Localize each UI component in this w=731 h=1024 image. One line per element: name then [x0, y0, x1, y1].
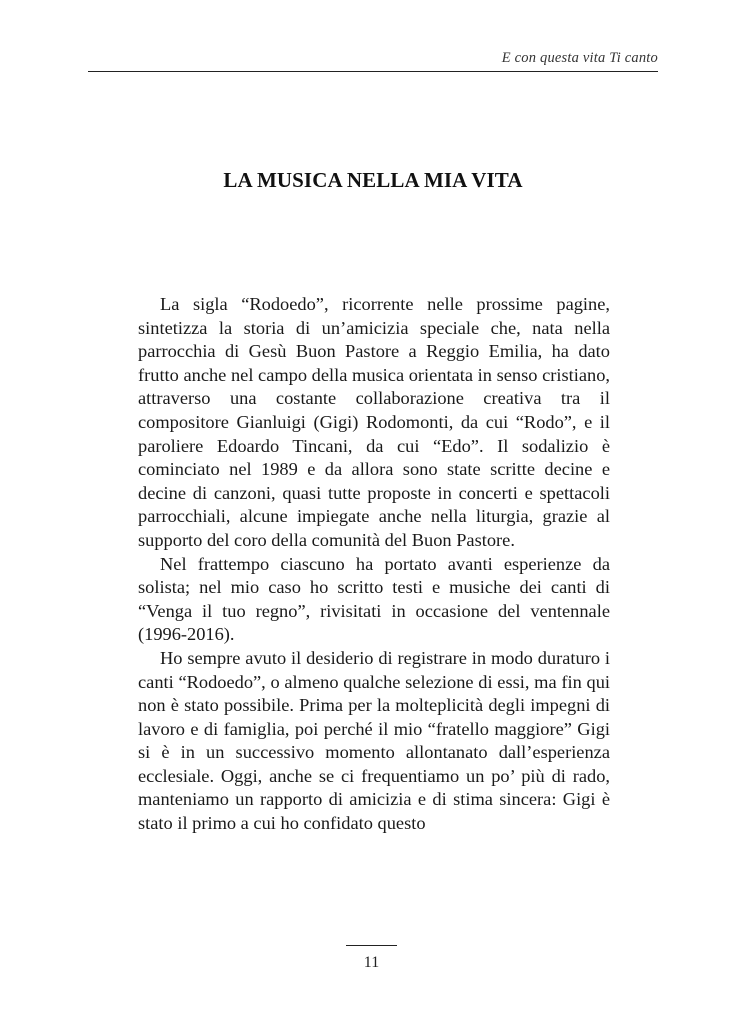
paragraph: Nel frattempo ciascuno ha portato avanti esperienze da solista; nel mio caso ho scritto testi e musiche dei canti di “Venga il tuo regno”, rivisitati in occasione del ventennale (1996-2016).	[138, 553, 610, 645]
paragraph: La sigla “Rodoedo”, ricorrente nelle prossime pagine, sintetizza la storia di un’amicizia speciale che, nata nella parrocchia di Gesù Buon Pastore a Reggio Emilia, ha dato frutto anche nel campo della musica orientata in senso cristiano, attraverso una costante collaborazione creativa tra il compositore Gianluigi (Gigi) Rodomonti, da cui “Rodo”, e il paroliere Edoardo Tincani, da cui “Edo”. Il sodalizio è cominciato nel 1989 e da allora sono state scritte decine e decine di canzoni, quasi tutte proposte in concerti e spettacoli parrocchiali, alcune impiegate anche nella liturgia, grazie al supporto del coro della comunità del Buon Pastore.	[138, 294, 610, 550]
footer-rule	[346, 945, 397, 946]
page-number: 11	[363, 954, 380, 971]
chapter-title: LA MUSICA NELLA MIA VITA	[223, 168, 523, 192]
body-text	[138, 293, 610, 836]
running-head: E con questa vita Ti canto	[501, 50, 658, 66]
header-rule	[88, 71, 658, 72]
paragraph: Ho sempre avuto il desiderio di registrare in modo duraturo i canti “Rodoedo”, o almeno qualche selezione di essi, ma fin qui non è stato possibile. Prima per la molteplicità degli impegni di lavoro e di famiglia, poi perché il mio “fratello maggiore” Gigi si è in un successivo momento allontanato dall’esperienza ecclesiale. Oggi, anche se ci frequentiamo un po’ più di rado, manteniamo un rapporto di amicizia e di stima sincera: Gigi è stato il primo a cui ho confidato questo	[138, 647, 610, 834]
